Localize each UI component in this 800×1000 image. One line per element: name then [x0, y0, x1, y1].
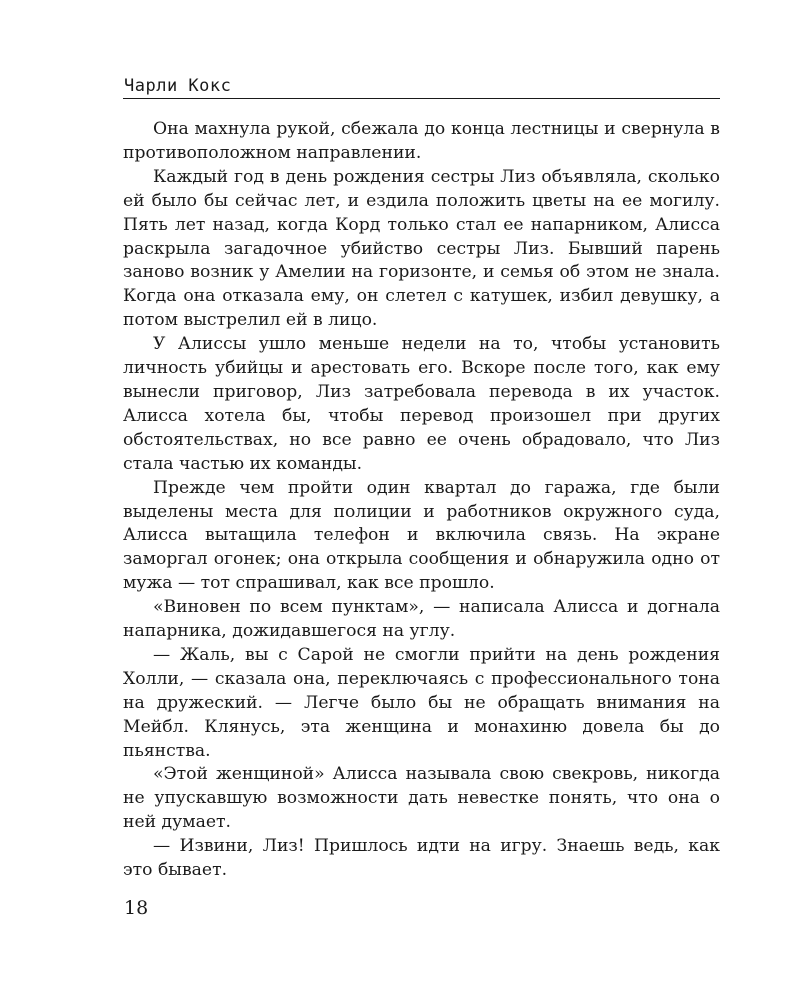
- page-number: 18: [124, 897, 149, 919]
- paragraph: Каждый год в день рождения сестры Лиз объявляла, сколько ей было бы сейчас лет, и ездила положить цветы на ее могилу. Пять лет назад, когда Корд только стал ее напарником, Алисса раскрыла загадочное убийство сестры Лиз. Бывший парень заново возник у Амелии на горизонте, и семья об этом не знала. Когда она отказала ему, он слетел с катушек, избил девушку, а потом выстрелил ей в лицо.: [123, 166, 720, 331]
- book-page: [123, 0, 720, 1000]
- paragraph: Прежде чем пройти один квартал до гаража, где были выделены места для полиции и работников окружного суда, Алисса вытащила телефон и включила связь. На экране заморгал огонек; она открыла сообщения и обнаружила одно от мужа — тот спрашивал, как все прошло.: [123, 477, 720, 594]
- paragraph: Она махнула рукой, сбежала до конца лестницы и свернула в противоположном направлении.: [123, 119, 720, 163]
- body-text: [123, 118, 720, 883]
- paragraph: У Алиссы ушло меньше недели на то, чтобы установить личность убийцы и арестовать его. Вскоре после того, как ему вынесли приговор, Лиз затребовала перевода в их участок. Алисса хотела бы, чтобы перевод произошел при других обстоятельствах, но все равно ее очень обрадовало, что Лиз стала частью их команды.: [123, 334, 720, 474]
- running-header-title: Чарли Кокс: [124, 76, 232, 96]
- paragraph: «Этой женщиной» Алисса называла свою свекровь, никогда не упускавшую возможности дать невестке понять, что она о ней думает.: [123, 764, 720, 833]
- paragraph: — Извини, Лиз! Пришлось идти на игру. Знаешь ведь, как это бывает.: [123, 836, 720, 881]
- running-header: [123, 76, 720, 99]
- paragraph: «Виновен по всем пунктам», — написала Алисса и догнала напарника, дожидавшегося на углу.: [123, 597, 720, 642]
- paragraph: — Жаль, вы с Сарой не смогли прийти на день рождения Холли, — сказала она, переключаясь с профессионального тона на дружеский. — Легче было бы не обращать внимания на Мейбл. Клянусь, эта женщина и монахиню довела бы до пьянства.: [123, 644, 720, 761]
